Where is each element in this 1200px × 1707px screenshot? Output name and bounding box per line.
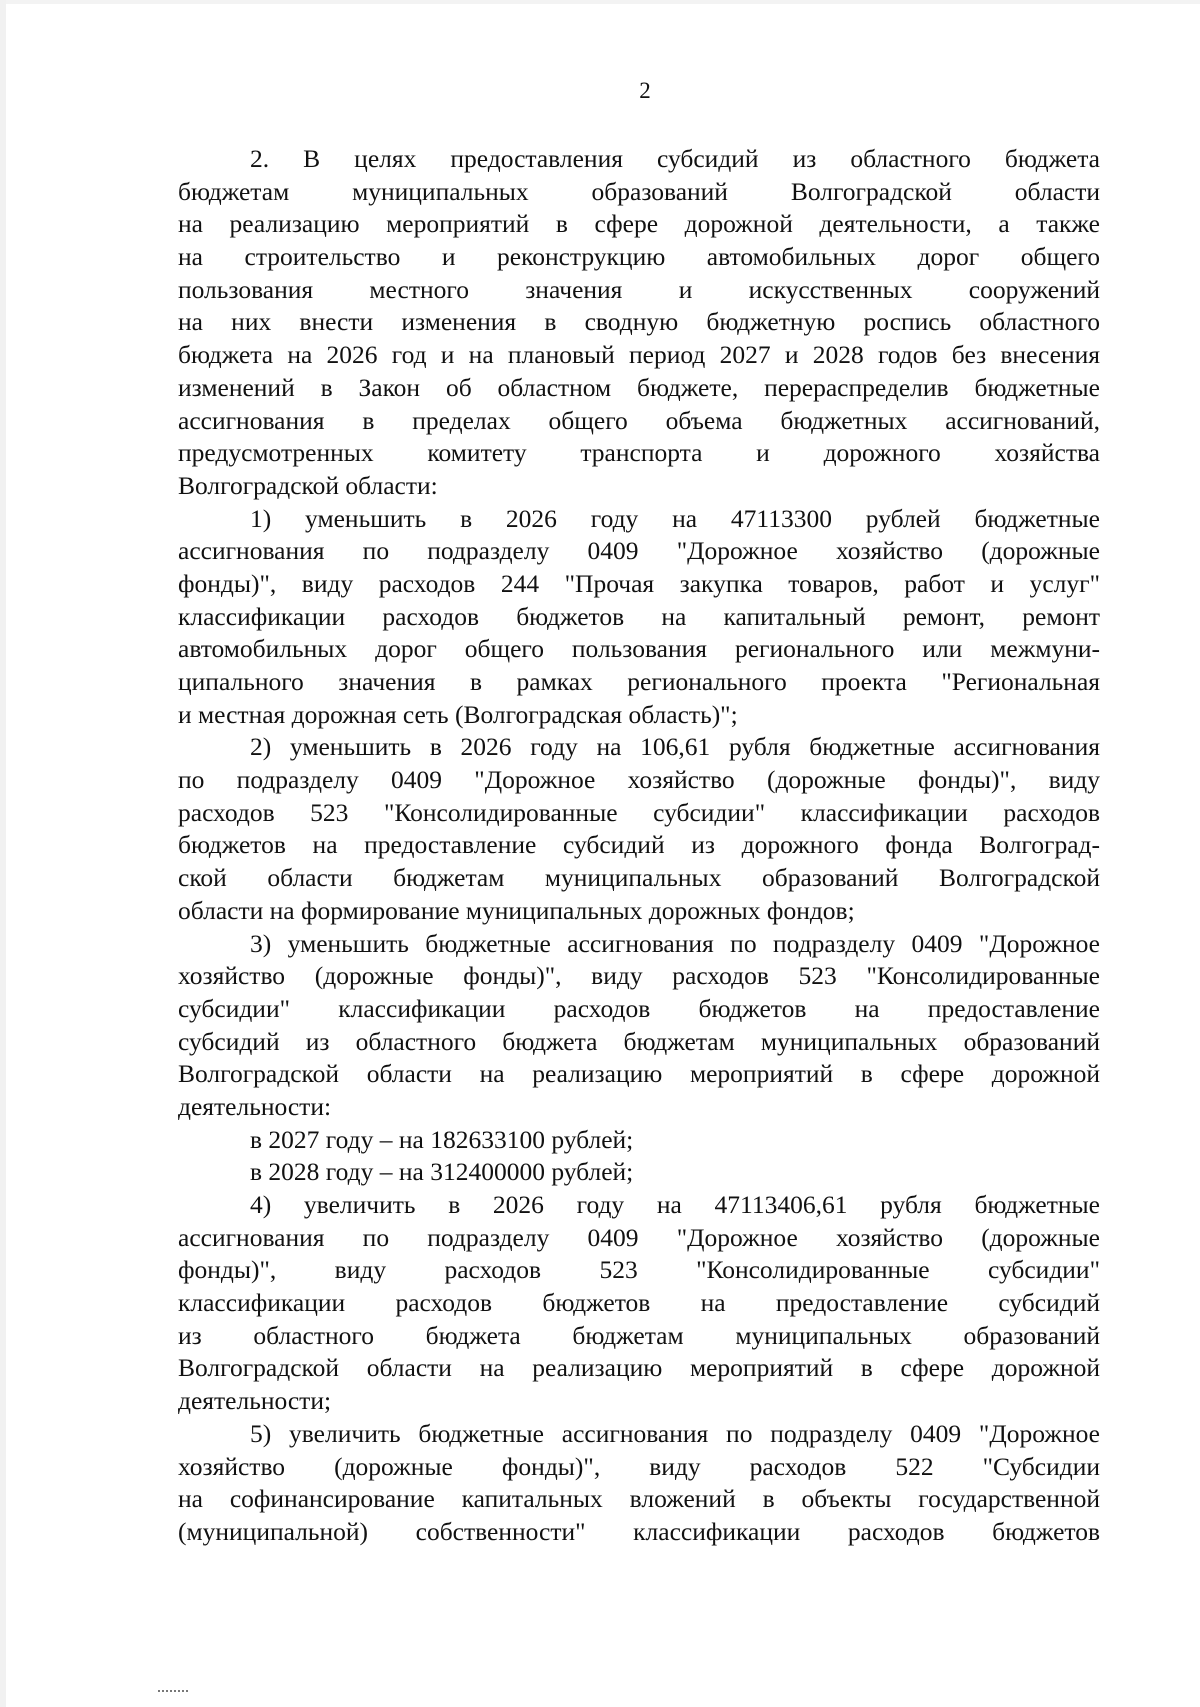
text-line: и местная дорожная сеть (Волгоградская область)";: [178, 699, 738, 729]
text-line: по подразделу 0409 "Дорожное хозяйство (дорожные фонды)", виду: [178, 765, 1100, 795]
text-line: субсидий из областного бюджета бюджетам муниципальных образований: [178, 1026, 1100, 1056]
text-line: пользования местного значения и искусственных сооружений: [178, 274, 1100, 304]
text-line: автомобильных дорог общего пользования регионального или межмуни-: [178, 634, 1100, 664]
text-line: хозяйство (дорожные фонды)", виду расходов 522 "Субсидии: [178, 1451, 1100, 1481]
text-line: ассигнования по подразделу 0409 "Дорожное хозяйство (дорожные: [178, 536, 1100, 566]
text-line: в 2027 году – на 182633100 рублей;: [250, 1124, 634, 1154]
text-line: 2) уменьшить в 2026 году на 106,61 рубля бюджетные ассигнования: [250, 732, 1100, 762]
text-line: (муниципальной) собственности" классификации расходов бюджетов: [178, 1516, 1100, 1546]
text-line: классификации расходов бюджетов на предоставление субсидий: [178, 1288, 1100, 1318]
text-line: на них внести изменения в сводную бюджетную роспись областного: [178, 307, 1100, 337]
text-line: предусмотренных комитету транспорта и дорожного хозяйства: [178, 438, 1100, 468]
page-number: 2: [639, 78, 651, 103]
text-line: 4) увеличить в 2026 году на 47113406,61 рубля бюджетные: [250, 1190, 1100, 1219]
text-line: фонды)", виду расходов 244 "Прочая закупка товаров, работ и услуг": [178, 568, 1100, 598]
text-line: на реализацию мероприятий в сфере дорожной деятельности, а также: [178, 209, 1100, 239]
text-line: деятельности:: [178, 1091, 332, 1121]
text-line: из областного бюджета бюджетам муниципальных образований: [178, 1320, 1100, 1350]
text-line: субсидии" классификации расходов бюджетов на предоставление: [178, 993, 1100, 1023]
text-line: изменений в Закон об областном бюджете, перераспределив бюджетные: [178, 372, 1100, 402]
text-line: 5) увеличить бюджетные ассигнования по подразделу 0409 "Дорожное: [250, 1418, 1100, 1448]
text-line: области на формирование муниципальных дорожных фондов;: [178, 895, 855, 925]
text-line: 3) уменьшить бюджетные ассигнования по подразделу 0409 "Дорожное: [250, 928, 1100, 958]
text-line: Волгоградской области на реализацию мероприятий в сфере дорожной: [178, 1353, 1100, 1383]
scan-artifact-mark: [158, 1690, 188, 1695]
text-line: деятельности;: [178, 1386, 332, 1416]
text-line: на строительство и реконструкцию автомобильных дорог общего: [178, 242, 1100, 272]
text-line: бюджетам муниципальных образований Волгоградской области: [178, 176, 1100, 206]
text-line: Волгоградской области на реализацию мероприятий в сфере дорожной: [178, 1059, 1100, 1089]
text-line: ской области бюджетам муниципальных образований Волгоградской: [178, 863, 1100, 893]
text-line: на софинансирование капитальных вложений в объекты государственной: [178, 1484, 1100, 1514]
document-body: [178, 143, 1100, 1549]
text-line: бюджетов на предоставление субсидий из дорожного фонда Волгоград-: [178, 830, 1100, 860]
text-line: хозяйство (дорожные фонды)", виду расходов 523 "Консолидированные: [178, 961, 1100, 991]
text-line: ассигнования по подразделу 0409 "Дорожное хозяйство (дорожные: [178, 1222, 1100, 1252]
text-line: ципального значения в рамках регионального проекта "Региональная: [178, 667, 1100, 696]
scan-edge-top: [0, 0, 1200, 4]
text-line: ассигнования в пределах общего объема бюджетных ассигнований,: [178, 405, 1100, 435]
text-line: классификации расходов бюджетов на капитальный ремонт, ремонт: [178, 601, 1100, 631]
text-line: 2. В целях предоставления субсидий из областного бюджета: [250, 144, 1100, 173]
text-line: 1) уменьшить в 2026 году на 47113300 рублей бюджетные: [250, 503, 1100, 533]
text-line: в 2028 году – на 312400000 рублей;: [250, 1157, 634, 1187]
text-line: фонды)", виду расходов 523 "Консолидированные субсидии": [178, 1255, 1100, 1285]
scan-edge-left: [0, 0, 6, 1707]
text-line: Волгоградской области:: [178, 470, 438, 500]
page-number-header: [0, 78, 1200, 104]
text-line: бюджета на 2026 год и на плановый период 2027 и 2028 годов без внесения: [178, 340, 1100, 370]
text-line: расходов 523 "Консолидированные субсидии" классификации расходов: [178, 797, 1100, 827]
